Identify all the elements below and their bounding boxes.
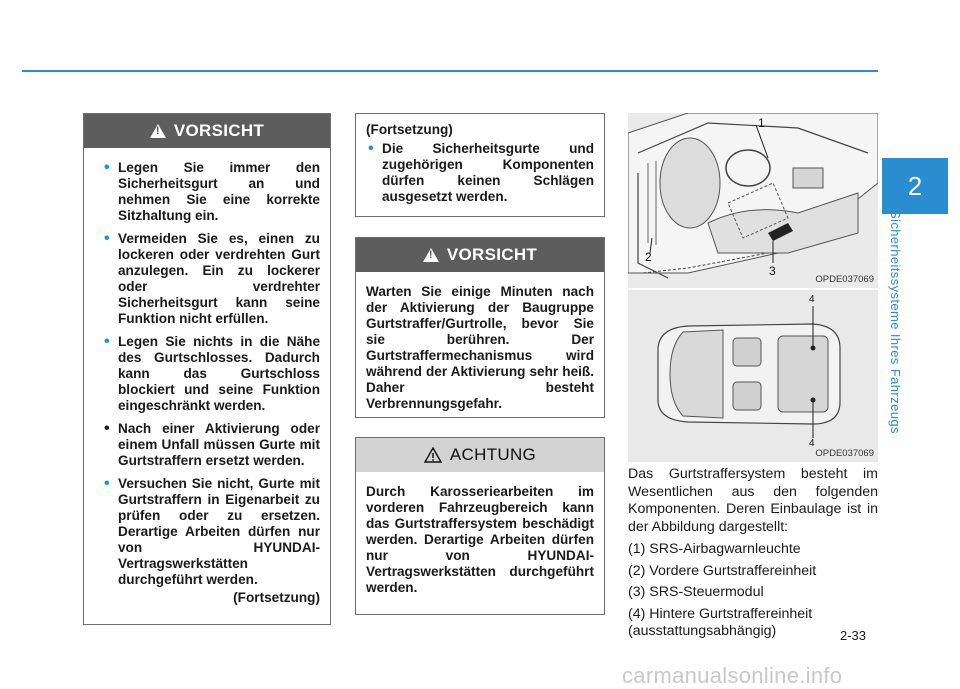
- continued-note: (Fortsetzung): [233, 590, 320, 605]
- callout-3: 3: [769, 264, 776, 278]
- chapter-number-tab: [882, 158, 948, 214]
- continued-box: [355, 113, 605, 217]
- caution-bullet: • Vermeiden Sie es, einen zu lockeren oder verdrehten Gurt anzulegen. Ein zu lockerer oder verdrehter Sicherheitsgurt kann seine Funktion nicht erfüllen.: [102, 231, 320, 327]
- caution-bullet-list: [102, 160, 320, 588]
- caution-header-label: VORSICHT: [173, 121, 265, 140]
- figure-code: OPDE037069: [815, 448, 874, 459]
- caution-bullet: • Legen Sie immer den Sicherheitsgurt an und nehmen Sie eine korrekte Sitzhaltung ein.: [102, 160, 320, 224]
- caution-bullet: • Versuchen Sie nicht, Gurte mit Gurtstraffern in Eigenarbeit zu prüfen oder zu ersetzen. Derartige Arbeiten dürfen nur von HYUNDAI-Vertragswerkstätten durchgeführt werden.: [102, 476, 320, 588]
- chapter-title: Sicherheitssysteme Ihres Fahrzeugs: [888, 210, 903, 434]
- figure-top-view: [628, 290, 878, 462]
- component-item: (3) SRS-Steuermodul: [628, 584, 764, 600]
- component-item: (1) SRS-Airbagwarnleuchte: [628, 541, 801, 557]
- caution-header-label: VORSICHT: [446, 245, 538, 264]
- notice-box: [355, 437, 605, 615]
- notice-header-label: ACHTUNG: [449, 445, 537, 464]
- callout-1: 1: [758, 116, 765, 130]
- callout-4-bottom: 4: [809, 438, 815, 449]
- chapter-side-title: [888, 210, 928, 440]
- caution-bullet: • Nach einer Aktivierung oder einem Unfall müssen Gurte mit Gurtstraffern ersetzt werden.: [102, 421, 320, 469]
- page-number: 2-33: [840, 628, 867, 643]
- body-text: [628, 466, 878, 645]
- caution-header: [356, 238, 604, 272]
- continued-heading: (Fortsetzung): [366, 122, 453, 137]
- caution-header: [84, 114, 330, 148]
- caution-box-left: [83, 113, 331, 625]
- continued-bullet: • Die Sicherheitsgurte und zugehörigen Komponenten dürfen keinen Schlägen ausgesetzt werden.: [366, 141, 594, 205]
- notice-triangle-icon: [424, 447, 442, 463]
- notice-text: Durch Karosseriearbeiten im vorderen Fahrzeugbereich kann das Gurtstraffersystem beschädigt werden. Derartige Arbeiten dürfen nur von HYUNDAI-Vertragswerkstätten durchgeführt werden.: [366, 484, 594, 595]
- warning-triangle-icon: [423, 248, 439, 262]
- caution-box-middle: [355, 237, 605, 418]
- callout-4-top: 4: [809, 294, 815, 305]
- figure-code: OPDE037069: [815, 274, 874, 285]
- notice-header: [356, 438, 604, 472]
- header-rule: [22, 70, 878, 72]
- continued-bullet-list: [366, 141, 594, 205]
- caution-bullet: • Legen Sie nichts in die Nähe des Gurtschlosses. Dadurch kann das Gurtschloss blockiert und seine Funktion eingeschränkt werden.: [102, 334, 320, 414]
- watermark: carmanualsonline.info: [622, 663, 843, 688]
- car-top-view-illustration: [628, 290, 878, 462]
- warning-triangle-icon: [150, 124, 166, 138]
- intro-paragraph: Das Gurtstraffersystem besteht im Wesentlichen aus den folgenden Komponenten. Deren Einbaulage ist in der Abbildung dargestellt:: [628, 466, 878, 535]
- chapter-number: 2: [907, 170, 923, 201]
- callout-2: 2: [645, 250, 652, 264]
- figure-interior: [628, 113, 878, 288]
- caution-text: Warten Sie einige Minuten nach der Aktivierung der Baugruppe Gurtstraffer/Gurtrolle, bevor Sie sie berühren. Der Gurtstraffermechanismus wird während der Aktivierung sehr heiß. Daher besteht Verbrennungsgefahr.: [366, 284, 594, 411]
- component-item: (4) Hintere Gurtstraffereinheit (ausstattungsabhängig): [628, 605, 813, 639]
- car-interior-illustration: [628, 113, 878, 288]
- component-item: (2) Vordere Gurtstraffereinheit: [628, 562, 817, 579]
